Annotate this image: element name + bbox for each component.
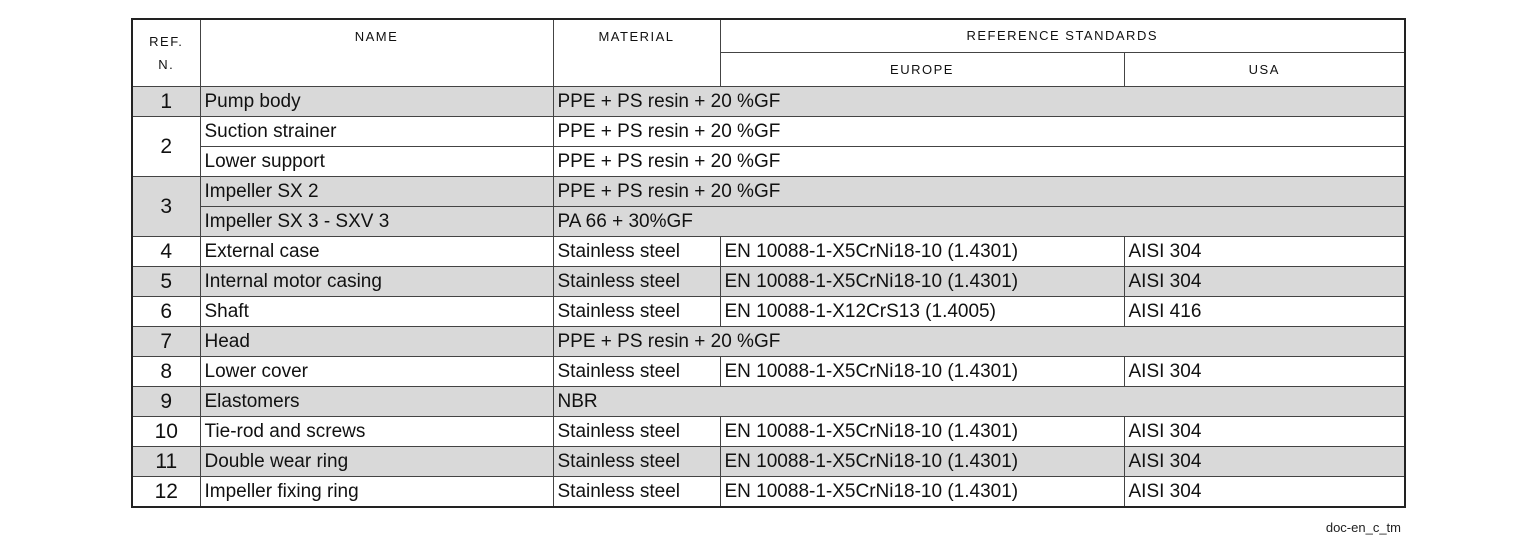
document-code: doc-en_c_tm xyxy=(1325,520,1401,535)
europe-cell: EN 10088-1-X5CrNi18-10 (1.4301) xyxy=(720,237,1124,267)
header-material: MATERIAL xyxy=(553,19,720,52)
europe-cell: EN 10088-1-X5CrNi18-10 (1.4301) xyxy=(720,417,1124,447)
ref-cell: 7 xyxy=(132,327,200,357)
ref-cell: 2 xyxy=(132,117,200,177)
table-row xyxy=(132,207,1405,237)
name-cell: Double wear ring xyxy=(200,447,553,477)
europe-cell: EN 10088-1-X5CrNi18-10 (1.4301) xyxy=(720,357,1124,387)
header-europe: EUROPE xyxy=(720,52,1124,87)
name-cell: Tie-rod and screws xyxy=(200,417,553,447)
name-cell: Impeller SX 2 xyxy=(200,177,553,207)
name-cell: Lower cover xyxy=(200,357,553,387)
table-row xyxy=(132,357,1405,387)
material-cell: PPE + PS resin + 20 %GF xyxy=(553,177,1405,207)
name-cell: Lower support xyxy=(200,147,553,177)
name-cell: Head xyxy=(200,327,553,357)
name-cell: Internal motor casing xyxy=(200,267,553,297)
name-cell: Impeller fixing ring xyxy=(200,477,553,508)
material-cell: Stainless steel xyxy=(553,297,720,327)
name-cell: External case xyxy=(200,237,553,267)
materials-table xyxy=(131,18,1406,508)
material-cell: PPE + PS resin + 20 %GF xyxy=(553,117,1405,147)
table-row xyxy=(132,477,1405,508)
material-cell: PPE + PS resin + 20 %GF xyxy=(553,87,1405,117)
name-cell: Elastomers xyxy=(200,387,553,417)
name-cell: Impeller SX 3 - SXV 3 xyxy=(200,207,553,237)
ref-cell: 10 xyxy=(132,417,200,447)
usa-cell: AISI 416 xyxy=(1124,297,1405,327)
ref-cell: 3 xyxy=(132,177,200,237)
name-cell: Shaft xyxy=(200,297,553,327)
table-row xyxy=(132,237,1405,267)
table-row xyxy=(132,117,1405,147)
ref-cell: 11 xyxy=(132,447,200,477)
usa-cell: AISI 304 xyxy=(1124,357,1405,387)
material-cell: Stainless steel xyxy=(553,417,720,447)
material-cell: NBR xyxy=(553,387,1405,417)
header-reference-standards: REFERENCE STANDARDS xyxy=(720,19,1405,52)
ref-cell: 12 xyxy=(132,477,200,508)
ref-cell: 1 xyxy=(132,87,200,117)
header-name: NAME xyxy=(200,19,553,52)
table-row xyxy=(132,87,1405,117)
material-cell: PPE + PS resin + 20 %GF xyxy=(553,327,1405,357)
europe-cell: EN 10088-1-X5CrNi18-10 (1.4301) xyxy=(720,477,1124,508)
usa-cell: AISI 304 xyxy=(1124,447,1405,477)
name-cell: Suction strainer xyxy=(200,117,553,147)
header-name-spacer xyxy=(200,52,553,87)
ref-cell: 5 xyxy=(132,267,200,297)
europe-cell: EN 10088-1-X5CrNi18-10 (1.4301) xyxy=(720,267,1124,297)
table-row xyxy=(132,267,1405,297)
table-row xyxy=(132,417,1405,447)
ref-cell: 4 xyxy=(132,237,200,267)
usa-cell: AISI 304 xyxy=(1124,267,1405,297)
header-material-spacer xyxy=(553,52,720,87)
ref-cell: 8 xyxy=(132,357,200,387)
material-cell: Stainless steel xyxy=(553,477,720,508)
europe-cell: EN 10088-1-X12CrS13 (1.4005) xyxy=(720,297,1124,327)
material-cell: Stainless steel xyxy=(553,447,720,477)
header-ref: REF. xyxy=(132,19,200,52)
usa-cell: AISI 304 xyxy=(1124,477,1405,508)
table-row xyxy=(132,177,1405,207)
material-cell: PPE + PS resin + 20 %GF xyxy=(553,147,1405,177)
usa-cell: AISI 304 xyxy=(1124,237,1405,267)
table-row xyxy=(132,297,1405,327)
material-cell: Stainless steel xyxy=(553,237,720,267)
material-cell: PA 66 + 30%GF xyxy=(553,207,1405,237)
table-row xyxy=(132,327,1405,357)
header-usa: USA xyxy=(1124,52,1405,87)
table-row xyxy=(132,447,1405,477)
usa-cell: AISI 304 xyxy=(1124,417,1405,447)
header-ref-number: N. xyxy=(132,52,200,87)
ref-cell: 6 xyxy=(132,297,200,327)
material-cell: Stainless steel xyxy=(553,267,720,297)
material-cell: Stainless steel xyxy=(553,357,720,387)
table-row xyxy=(132,147,1405,177)
europe-cell: EN 10088-1-X5CrNi18-10 (1.4301) xyxy=(720,447,1124,477)
ref-cell: 9 xyxy=(132,387,200,417)
name-cell: Pump body xyxy=(200,87,553,117)
table-row xyxy=(132,387,1405,417)
